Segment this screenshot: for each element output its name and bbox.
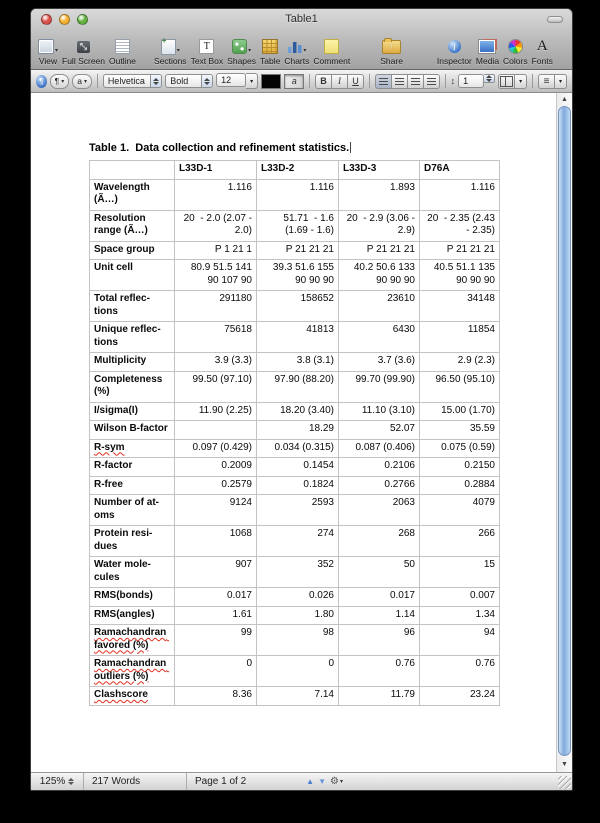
toolbar-items (31, 29, 572, 69)
table-row (90, 606, 500, 625)
table-row (90, 210, 500, 241)
font-size-value: 12 (221, 75, 232, 85)
cell-value[interactable]: 52.07 (339, 421, 420, 440)
cell-value[interactable]: 98 (257, 625, 339, 656)
cell-value[interactable]: 94 (420, 625, 500, 656)
toolbar-item-charts[interactable] (282, 37, 311, 66)
toolbar-item-label: View (38, 56, 58, 66)
scroll-up-icon[interactable]: ▲ (561, 96, 568, 103)
shapes-icon (232, 39, 247, 54)
toolbar-item-sections[interactable] (152, 37, 189, 66)
cell-value[interactable]: 18.29 (257, 421, 339, 440)
toolbar-item-label: Outline (109, 56, 136, 66)
table-row (90, 458, 500, 477)
list-button[interactable] (538, 74, 555, 89)
fonts-icon (537, 38, 548, 55)
cell-value[interactable]: 274 (257, 526, 339, 557)
cell-value[interactable]: 1.116 (420, 179, 500, 210)
chevron-down-icon: ▾ (61, 78, 65, 85)
view-icon (38, 39, 54, 54)
cell-value[interactable]: 1.116 (175, 179, 257, 210)
table-row (90, 421, 500, 440)
toolbar-item-label: Comment (313, 56, 351, 66)
row-label[interactable]: Clashscore (90, 687, 175, 706)
row-label[interactable]: RMS(angles) (90, 606, 175, 625)
document-area[interactable] (31, 93, 572, 772)
highlight-color-well[interactable]: a (284, 74, 304, 89)
table-row (90, 322, 500, 353)
cell-value[interactable]: 0.007 (420, 588, 500, 607)
cell-value[interactable]: 50 (339, 557, 420, 588)
columns-icon (500, 76, 513, 87)
cell-value[interactable]: 0.2150 (420, 458, 500, 477)
toolbar-item-share[interactable] (378, 37, 405, 66)
page-down-icon[interactable]: ▼ (318, 777, 326, 786)
cell-value[interactable]: 35.59 (420, 421, 500, 440)
word-count-label: 217 Words (92, 776, 141, 787)
row-label[interactable]: Unit cell (90, 260, 175, 291)
zoom-control[interactable] (31, 773, 84, 790)
row-label[interactable]: Water molecules (90, 557, 175, 588)
cell-value[interactable]: 41813 (257, 322, 339, 353)
cell-value[interactable]: 1.14 (339, 606, 420, 625)
cell-value[interactable]: 0.2106 (339, 458, 420, 477)
cell-value[interactable]: 15 (420, 557, 500, 588)
cell-value[interactable]: 0 (175, 656, 257, 687)
cell-value[interactable]: 0.034 (0.315) (257, 439, 339, 458)
italic-button[interactable]: I (332, 74, 348, 89)
cell-value[interactable]: 20 - 2.9 (3.06 - 2.9) (339, 210, 420, 241)
media-icon (479, 40, 495, 53)
cell-value[interactable]: 99.70 (99.90) (339, 371, 420, 402)
font-family-select[interactable] (103, 74, 162, 88)
toolbar-item-label: Inspector (436, 56, 472, 66)
cell-value[interactable]: 3.9 (3.3) (175, 353, 257, 372)
toolbar-item-full-screen[interactable] (60, 37, 107, 66)
table-header-row (90, 161, 500, 180)
table-row (90, 557, 500, 588)
cell-value[interactable]: 0.1454 (257, 458, 339, 477)
charts-icon (287, 40, 302, 53)
chevron-down-icon[interactable]: ▾ (246, 73, 258, 89)
table-row (90, 476, 500, 495)
cell-value[interactable]: 0.017 (339, 588, 420, 607)
toolbar-item-colors[interactable] (501, 37, 530, 66)
list-control[interactable] (538, 74, 567, 89)
row-label[interactable]: RMS(bonds) (90, 588, 175, 607)
line-spacing-value: 1 (463, 76, 469, 86)
gear-icon[interactable]: ⚙ ▾ (330, 776, 343, 787)
resize-grip[interactable] (558, 776, 571, 789)
table-caption[interactable] (89, 142, 351, 154)
row-label[interactable]: R-sym (90, 439, 175, 458)
row-label[interactable]: R-free (90, 476, 175, 495)
format-bar (31, 70, 572, 93)
cell-value[interactable]: 4079 (420, 495, 500, 526)
titlebar[interactable] (31, 9, 572, 29)
table-row (90, 179, 500, 210)
divider (369, 74, 370, 88)
cell-value[interactable]: P 21 21 21 (257, 241, 339, 260)
alignment-group (375, 74, 440, 89)
cell-value[interactable]: 3.7 (3.6) (339, 353, 420, 372)
list-icon: ≡ (543, 75, 550, 87)
toolbar-item-label: Charts (284, 56, 310, 66)
cell-value[interactable]: 0.097 (0.429) (175, 439, 257, 458)
toolbar-item-label: Media (475, 56, 500, 66)
cell-value[interactable]: 2.9 (2.3) (420, 353, 500, 372)
toolbar-toggle-button[interactable] (547, 16, 563, 23)
text-color-well[interactable] (261, 74, 281, 89)
divider (309, 74, 310, 88)
align-right-button[interactable] (408, 74, 424, 89)
cell-value[interactable]: 80.9 51.5 141 90 107 90 (175, 260, 257, 291)
character-style-label: a (77, 76, 82, 86)
table-row (90, 625, 500, 656)
text-cursor (350, 142, 351, 153)
cell-value[interactable]: 2063 (339, 495, 420, 526)
cell-value[interactable]: 268 (339, 526, 420, 557)
outline-icon (115, 39, 130, 54)
zoom-stepper-icon[interactable] (68, 778, 74, 785)
underline-button[interactable]: U (348, 74, 364, 89)
paragraph-icon[interactable]: ¶ (36, 75, 47, 88)
toolbar-item-text-box[interactable] (189, 37, 226, 66)
page-indicator-section (187, 773, 433, 790)
zoom-level: 125% (39, 776, 66, 787)
paragraph-style-button[interactable] (50, 74, 70, 89)
chevron-down-icon: ▾ (83, 78, 87, 85)
cell-value[interactable]: 2593 (257, 495, 339, 526)
align-center-button[interactable] (392, 74, 408, 89)
cell-value[interactable]: 0.76 (420, 656, 500, 687)
table-row (90, 241, 500, 260)
character-style-button[interactable] (72, 74, 92, 89)
row-label[interactable]: R-factor (90, 458, 175, 477)
toolbar-item-inspector[interactable] (435, 37, 474, 66)
toolbar-item-label: Table (260, 56, 281, 66)
toolbar-item-label: Shapes (227, 56, 257, 66)
row-label[interactable]: I/sigma(I) (90, 402, 175, 421)
stepper-icon[interactable] (484, 74, 495, 83)
cell-value[interactable]: 0.2579 (175, 476, 257, 495)
sections-icon (161, 39, 176, 55)
cell-value[interactable]: 266 (420, 526, 500, 557)
table-row (90, 371, 500, 402)
cell-value[interactable]: 1.80 (257, 606, 339, 625)
divider (532, 74, 533, 88)
row-label[interactable]: Resolution range (Ã…) (90, 210, 175, 241)
page-indicator: Page 1 of 2 (195, 776, 247, 787)
columns-control[interactable] (498, 74, 527, 89)
bold-button[interactable]: B (315, 74, 332, 89)
column-header[interactable]: D76A (420, 161, 500, 180)
comment-icon (324, 39, 339, 54)
chevron-down-icon: ▾ (55, 48, 59, 54)
cell-value[interactable]: 907 (175, 557, 257, 588)
cell-value[interactable]: P 21 21 21 (339, 241, 420, 260)
row-label[interactable]: Number of atoms (90, 495, 175, 526)
page[interactable] (31, 93, 556, 772)
toolbar-item-table[interactable] (258, 37, 282, 66)
toolbar-item-outline[interactable] (107, 37, 138, 66)
toolbar-item-label: Colors (503, 56, 528, 66)
chevron-down-icon: ▾ (176, 48, 180, 54)
cell-value[interactable]: 0.1824 (257, 476, 339, 495)
table-row (90, 402, 500, 421)
line-spacing-control[interactable] (458, 74, 495, 88)
window-title: Table1 (285, 13, 318, 25)
table-caption-text: Table 1. Data collection and refinement statistics. (89, 142, 350, 154)
cell-value[interactable]: 1.34 (420, 606, 500, 625)
cell-value[interactable]: 96.50 (95.10) (420, 371, 500, 402)
column-header[interactable]: L33D-3 (339, 161, 420, 180)
table-row (90, 260, 500, 291)
window-chrome (31, 9, 572, 70)
align-justify-icon (427, 78, 436, 85)
stepper-icon (150, 75, 161, 87)
toolbar-item-shapes[interactable] (225, 37, 258, 66)
column-header[interactable]: L33D-1 (175, 161, 257, 180)
cell-value[interactable]: 23.24 (420, 687, 500, 706)
toolbar-item-media[interactable] (474, 37, 501, 66)
toolbar-item-label: Fonts (531, 56, 553, 66)
cell-value[interactable]: 7.14 (257, 687, 339, 706)
word-count[interactable] (84, 773, 187, 790)
cell-value[interactable] (175, 421, 257, 440)
toolbar-item-label: Sections (153, 56, 187, 66)
fullscreen-icon (77, 41, 90, 53)
cell-value[interactable]: 18.20 (3.40) (257, 402, 339, 421)
cell-value[interactable]: 51.71 - 1.6 (1.69 - 1.6) (257, 210, 339, 241)
chevron-down-icon[interactable]: ▾ (515, 74, 527, 89)
row-label[interactable]: Total reflections (90, 291, 175, 322)
cell-value[interactable]: 8.36 (175, 687, 257, 706)
cell-value[interactable]: 15.00 (1.70) (420, 402, 500, 421)
cell-value[interactable]: 40.2 50.6 133 90 90 90 (339, 260, 420, 291)
chevron-down-icon: ▾ (303, 48, 307, 54)
textbox-icon (199, 39, 214, 54)
divider (97, 74, 98, 88)
font-size-combo[interactable] (216, 73, 258, 89)
cell-value[interactable]: 96 (339, 625, 420, 656)
cell-value[interactable]: 97.90 (88.20) (257, 371, 339, 402)
align-justify-button[interactable] (424, 74, 440, 89)
page-up-icon[interactable]: ▲ (306, 777, 315, 786)
cell-value[interactable]: 352 (257, 557, 339, 588)
table-row (90, 588, 500, 607)
cell-value[interactable]: 39.3 51.6 155 90 90 90 (257, 260, 339, 291)
cell-value[interactable]: 99.50 (97.10) (175, 371, 257, 402)
cell-value[interactable]: P 21 21 21 (420, 241, 500, 260)
cell-value[interactable]: 20 - 2.0 (2.07 - 2.0) (175, 210, 257, 241)
row-label[interactable]: Protein residues (90, 526, 175, 557)
text-style-group (315, 74, 364, 89)
colors-icon (509, 40, 522, 53)
cell-value[interactable]: 75618 (175, 322, 257, 353)
status-bar (31, 772, 572, 790)
columns-button[interactable] (498, 74, 515, 89)
column-header[interactable]: L33D-2 (257, 161, 339, 180)
cell-value[interactable]: 0.087 (0.406) (339, 439, 420, 458)
cell-value[interactable]: P 1 21 1 (175, 241, 257, 260)
table-row (90, 687, 500, 706)
toolbar-item-view[interactable] (36, 37, 60, 66)
table-row (90, 526, 500, 557)
cell-value[interactable]: 23610 (339, 291, 420, 322)
cell-value[interactable]: 291180 (175, 291, 257, 322)
cell-value[interactable]: 99 (175, 625, 257, 656)
toolbar-item-comment[interactable] (311, 37, 352, 66)
row-label[interactable]: Wilson B-factor (90, 421, 175, 440)
row-label[interactable]: Ramachandran favored (%) (90, 625, 175, 656)
cell-value[interactable]: 11854 (420, 322, 500, 353)
align-left-icon (379, 78, 388, 85)
table-icon (262, 39, 278, 54)
cell-value[interactable]: 34148 (420, 291, 500, 322)
toolbar-item-label: Full Screen (62, 56, 106, 66)
cell-value[interactable]: 40.5 51.1 135 90 90 90 (420, 260, 500, 291)
cell-value[interactable]: 0.2766 (339, 476, 420, 495)
table-row (90, 656, 500, 687)
cell-value[interactable]: 20 - 2.35 (2.43 - 2.35) (420, 210, 500, 241)
stats-table-body (90, 161, 500, 706)
stepper-icon (201, 75, 212, 87)
table-row (90, 495, 500, 526)
row-label[interactable]: Ramachandran outliers (%) (90, 656, 175, 687)
toolbar-item-label: Share (380, 56, 403, 66)
toolbar-item-fonts[interactable] (530, 37, 555, 66)
cell-value[interactable]: 3.8 (3.1) (257, 353, 339, 372)
share-icon (382, 40, 401, 54)
cell-value[interactable]: 0.017 (175, 588, 257, 607)
table-row (90, 353, 500, 372)
cell-value[interactable]: 0.76 (339, 656, 420, 687)
table-row (90, 291, 500, 322)
align-left-button[interactable] (375, 74, 392, 89)
line-spacing-icon: ↕ (450, 76, 456, 86)
row-label[interactable]: Completeness (%) (90, 371, 175, 402)
cell-value[interactable]: 0.026 (257, 588, 339, 607)
inspector-icon (448, 40, 461, 53)
toolbar-item-label: Text Box (190, 56, 224, 66)
row-label[interactable]: Space group (90, 241, 175, 260)
cell-value[interactable]: 0.2009 (175, 458, 257, 477)
chevron-down-icon[interactable]: ▾ (555, 74, 567, 89)
row-label[interactable]: Multiplicity (90, 353, 175, 372)
scrollbar-thumb[interactable] (558, 106, 571, 756)
cell-value[interactable]: 0 (257, 656, 339, 687)
scroll-down-icon[interactable]: ▼ (561, 761, 568, 768)
divider (445, 74, 446, 88)
row-label[interactable]: Wavelength (Ã…) (90, 179, 175, 210)
font-family-value: Helvetica (107, 76, 145, 86)
cell-value[interactable]: 1.61 (175, 606, 257, 625)
statistics-table[interactable] (89, 160, 500, 706)
font-style-value: Bold (170, 76, 189, 86)
cell-value[interactable]: 11.90 (2.25) (175, 402, 257, 421)
cell-value[interactable]: 6430 (339, 322, 420, 353)
cell-value[interactable]: 158652 (257, 291, 339, 322)
cell-value[interactable]: 1.893 (339, 179, 420, 210)
corner-cell[interactable] (90, 161, 175, 180)
align-right-icon (411, 78, 420, 85)
row-label[interactable]: Unique reflections (90, 322, 175, 353)
cell-value[interactable]: 0.2884 (420, 476, 500, 495)
table-row (90, 439, 500, 458)
align-center-icon (395, 78, 404, 85)
word-processor-window (30, 8, 573, 791)
cell-value[interactable]: 9124 (175, 495, 257, 526)
chevron-down-icon: ▾ (248, 48, 252, 54)
font-style-select[interactable] (165, 74, 213, 88)
cell-value[interactable]: 11.10 (3.10) (339, 402, 420, 421)
cell-value[interactable]: 1.116 (257, 179, 339, 210)
cell-value[interactable]: 1068 (175, 526, 257, 557)
cell-value[interactable]: 0.075 (0.59) (420, 439, 500, 458)
cell-value[interactable]: 11.79 (339, 687, 420, 706)
paragraph-style-label: ¶ (54, 76, 60, 86)
vertical-scrollbar[interactable] (556, 93, 572, 772)
